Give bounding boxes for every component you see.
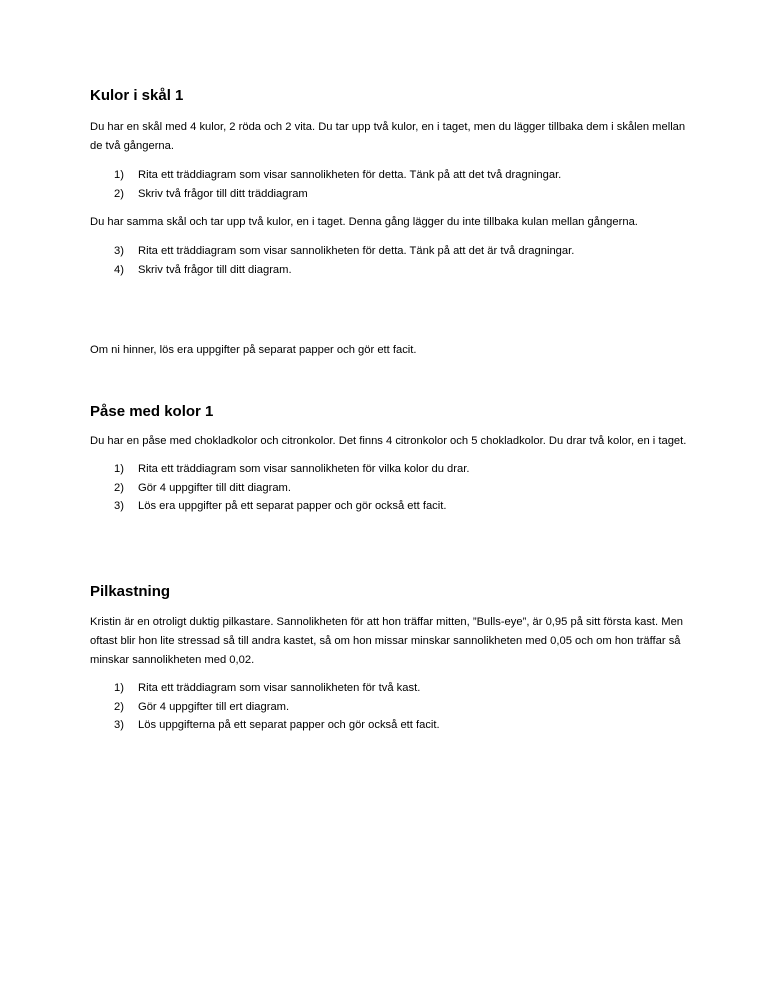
list-item [90, 679, 690, 698]
list-text: Gör 4 uppgifter till ert diagram. [138, 700, 290, 713]
section-intro: Du har en skål med 4 kulor, 2 röda och 2 vita. Du tar upp två kulor, en i taget, men du lägger tillbaka dem i skålen mellan de två gångerna. [90, 121, 686, 152]
list-item [90, 166, 690, 185]
list-number: 2) [114, 187, 124, 200]
list-item [90, 698, 690, 717]
list-number: 3) [114, 719, 124, 731]
section-pase-med-kolor [90, 402, 690, 516]
list-item [90, 497, 690, 516]
list-text: Lös era uppgifter på ett separat papper och gör också ett facit. [138, 500, 447, 512]
list-number: 2) [114, 700, 124, 713]
task-list [90, 166, 690, 203]
list-item [90, 261, 690, 280]
section-title: Pilkastning [90, 583, 171, 600]
list-item [90, 185, 690, 204]
list-number: 1) [114, 169, 124, 181]
section-pilkastning [90, 582, 690, 735]
list-item [90, 716, 690, 735]
task-list [90, 460, 690, 516]
task-list [90, 242, 690, 279]
list-item [90, 460, 690, 479]
list-item [90, 479, 690, 498]
list-text: Rita ett träddiagram som visar sannolikheten för detta. Tänk på att det är två dragningar. [138, 245, 575, 257]
list-text: Rita ett träddiagram som visar sannolikheten för detta. Tänk på att det två dragningar. [138, 169, 562, 181]
section-kulor [90, 86, 690, 279]
section-paragraph: Du har samma skål och tar upp två kulor, en i taget. Denna gång lägger du inte tillbaka kulan mellan gångerna. [90, 216, 638, 228]
list-number: 2) [114, 481, 124, 494]
section-intro: Kristin är en otroligt duktig pilkastare. Sannolikheten för att hon träffar mitten, ”Bulls-eye”, är 0,95 på sitt första kast. Men oftast blir hon lite stressad så till andra kastet, så om hon missar minskar sannolikheten med 0,05 och om hon träffar så minskar sannolikheten med 0,02. [90, 616, 684, 666]
list-number: 3) [114, 500, 124, 512]
note-paragraph: Om ni hinner, lös era uppgifter på separat papper och gör ett facit. [90, 344, 417, 356]
list-text: Gör 4 uppgifter till ditt diagram. [138, 481, 291, 494]
list-text: Skriv två frågor till ditt träddiagram [138, 187, 308, 200]
section-title: Kulor i skål 1 [90, 87, 184, 104]
section-title: Påse med kolor 1 [90, 403, 214, 420]
list-text: Rita ett träddiagram som visar sannolikheten för två kast. [138, 682, 421, 694]
list-text: Skriv två frågor till ditt diagram. [138, 263, 292, 276]
list-number: 4) [114, 263, 124, 276]
task-list [90, 679, 690, 735]
list-item [90, 242, 690, 261]
list-number: 1) [114, 463, 124, 475]
list-number: 1) [114, 682, 124, 694]
list-number: 3) [114, 245, 124, 257]
list-text: Lös uppgifterna på ett separat papper och gör också ett facit. [138, 719, 440, 731]
section-intro: Du har en påse med chokladkolor och citronkolor. Det finns 4 citronkolor och 5 chokladkolor. Du drar två kolor, en i taget. [90, 435, 687, 447]
list-text: Rita ett träddiagram som visar sannolikheten för vilka kolor du drar. [138, 463, 470, 475]
